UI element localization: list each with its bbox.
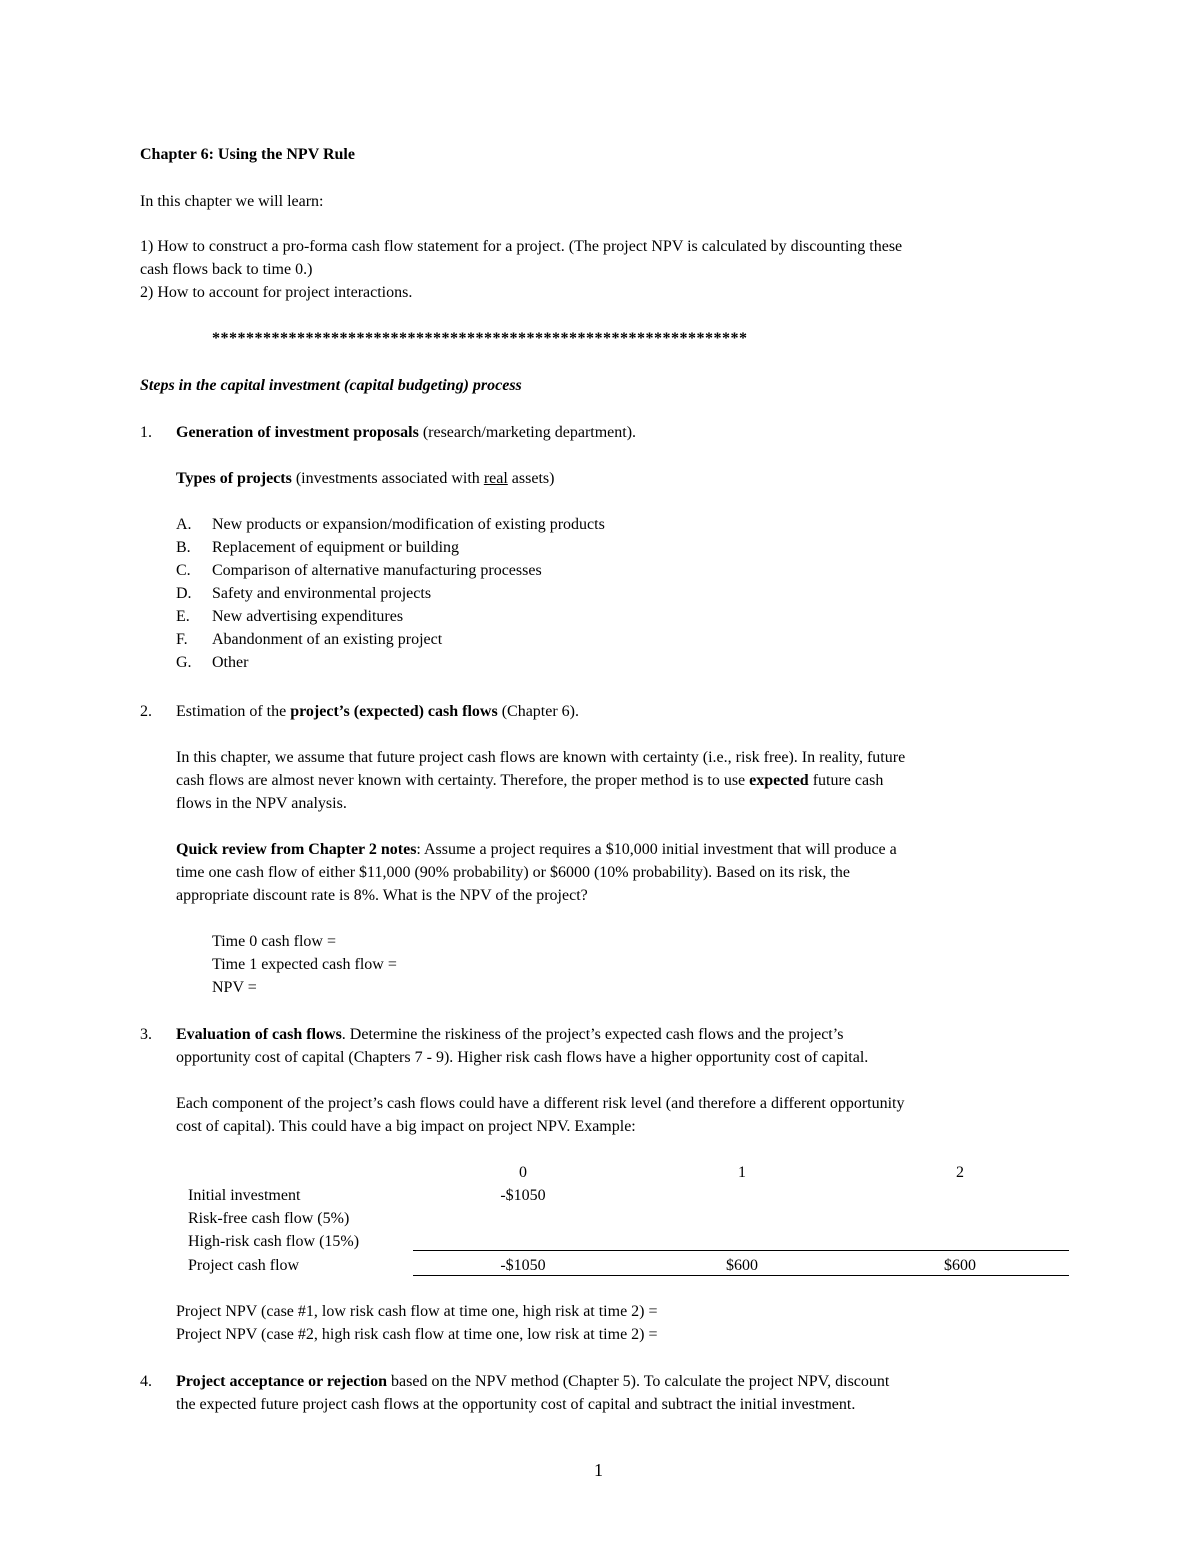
step-3-para-line2: cost of capital). This could have a big impact on project NPV. Example:	[176, 1118, 636, 1135]
project-type-text: New products or expansion/modification of existing products	[212, 516, 605, 533]
calc-time1: Time 1 expected cash flow =	[212, 956, 397, 973]
table-cell: -$1050	[500, 1257, 546, 1274]
project-type-letter: A.	[176, 516, 192, 533]
calc-npv: NPV =	[212, 979, 257, 996]
table-header-period: 1	[738, 1164, 746, 1181]
step-2-para-line1: In this chapter, we assume that future project cash flows are known with certainty (i.e., risk free). In reality, future	[176, 749, 906, 766]
types-of-projects	[176, 467, 554, 490]
table-row-label: Project cash flow	[188, 1257, 300, 1274]
table-cell: -$1050	[500, 1187, 546, 1204]
project-type-letter: E.	[176, 608, 190, 625]
step-1-title: Generation of investment proposals	[176, 424, 419, 441]
table-header-period: 0	[519, 1164, 527, 1181]
quick-review-line3: appropriate discount rate is 8%. What is the NPV of the project?	[176, 887, 588, 904]
calc-time0: Time 0 cash flow =	[212, 933, 336, 950]
project-type-text: New advertising expenditures	[212, 608, 404, 625]
step-2-para-line2-bold: expected	[749, 772, 809, 789]
table-header-period: 2	[956, 1164, 964, 1181]
step-3-line1	[176, 1023, 843, 1046]
step-2-title: project’s (expected) cash flows	[290, 703, 498, 720]
step-3-para-line1: Each component of the project’s cash flows could have a different risk level (and therefore a different opportunity	[176, 1095, 905, 1112]
quick-review-line1-rest: : Assume a project requires a $10,000 initial investment that will produce a	[416, 841, 897, 858]
steps-heading: Steps in the capital investment (capital budgeting) process	[140, 377, 522, 394]
separator-line: ***************************************************************	[212, 330, 748, 347]
types-post: assets)	[507, 470, 555, 487]
project-type-letter: D.	[176, 585, 192, 602]
project-type-letter: F.	[176, 631, 188, 648]
intro-text: In this chapter we will learn:	[140, 193, 324, 210]
table-row-label: Initial investment	[188, 1187, 301, 1204]
types-pre: (investments associated with	[291, 470, 484, 487]
step-4-line1-rest: based on the NPV method (Chapter 5). To calculate the project NPV, discount	[387, 1373, 890, 1390]
step-3-title: Evaluation of cash flows	[176, 1026, 342, 1043]
table-cell: $600	[944, 1257, 976, 1274]
page-number: 1	[594, 1460, 603, 1480]
step-2-para-line3: flows in the NPV analysis.	[176, 795, 347, 812]
step-3-line1-rest: . Determine the riskiness of the project’s expected cash flows and the project’s	[341, 1026, 844, 1043]
project-type-letter: C.	[176, 562, 191, 579]
step-2-para-line2	[176, 769, 883, 792]
learn-item-1-line1: 1) How to construct a pro-forma cash flow statement for a project. (The project NPV is calculated by discounting these	[140, 238, 903, 255]
step-2-pre: Estimation of the	[176, 703, 291, 720]
types-title: Types of projects	[176, 470, 292, 487]
step-4-number: 4.	[140, 1373, 152, 1390]
project-type-letter: G.	[176, 654, 192, 671]
step-4-title: Project acceptance or rejection	[176, 1373, 388, 1390]
table-rule-bottom	[413, 1275, 1069, 1276]
table-row-label: High-risk cash flow (15%)	[188, 1233, 360, 1250]
quick-review-line1	[176, 838, 897, 861]
table-row-label: Risk-free cash flow (5%)	[188, 1210, 350, 1227]
step-3-line2: opportunity cost of capital (Chapters 7 - 9). Higher risk cash flows have a higher opportunity cost of capital.	[176, 1049, 869, 1066]
step-2-para-line2-post: future cash	[808, 772, 884, 789]
step-2-heading	[176, 700, 579, 723]
types-real: real	[483, 470, 508, 487]
step-2-post: (Chapter 6).	[497, 703, 580, 720]
step-2-number: 2.	[140, 703, 152, 720]
learn-item-1-line2: cash flows back to time 0.)	[140, 261, 313, 278]
step-2-para-line2-pre: cash flows are almost never known with certainty. Therefore, the proper method is to use	[176, 772, 750, 789]
step-4-line2: the expected future project cash flows at the opportunity cost of capital and subtract the initial investment.	[176, 1396, 856, 1413]
project-npv-case2: Project NPV (case #2, high risk cash flow at time one, low risk at time 2) =	[176, 1326, 658, 1343]
step-1-heading	[176, 421, 636, 444]
quick-review-line2: time one cash flow of either $11,000 (90% probability) or $6000 (10% probability). Based on its risk, the	[176, 864, 850, 881]
learn-item-2: 2) How to account for project interactions.	[140, 284, 413, 301]
project-type-text: Other	[212, 654, 249, 671]
project-type-letter: B.	[176, 539, 191, 556]
quick-review-title: Quick review from Chapter 2 notes	[176, 841, 417, 858]
project-type-text: Abandonment of an existing project	[212, 631, 443, 648]
table-rule-top	[413, 1250, 1069, 1251]
step-1-number: 1.	[140, 424, 152, 441]
chapter-title: Chapter 6: Using the NPV Rule	[140, 146, 355, 163]
step-4-line1	[176, 1370, 889, 1393]
step-3-number: 3.	[140, 1026, 152, 1043]
project-type-text: Comparison of alternative manufacturing processes	[212, 562, 542, 579]
project-type-text: Replacement of equipment or building	[212, 539, 460, 556]
project-type-text: Safety and environmental projects	[212, 585, 432, 602]
step-1-rest: (research/marketing department).	[418, 424, 637, 441]
table-cell: $600	[726, 1257, 758, 1274]
project-npv-case1: Project NPV (case #1, low risk cash flow at time one, high risk at time 2) =	[176, 1303, 658, 1320]
